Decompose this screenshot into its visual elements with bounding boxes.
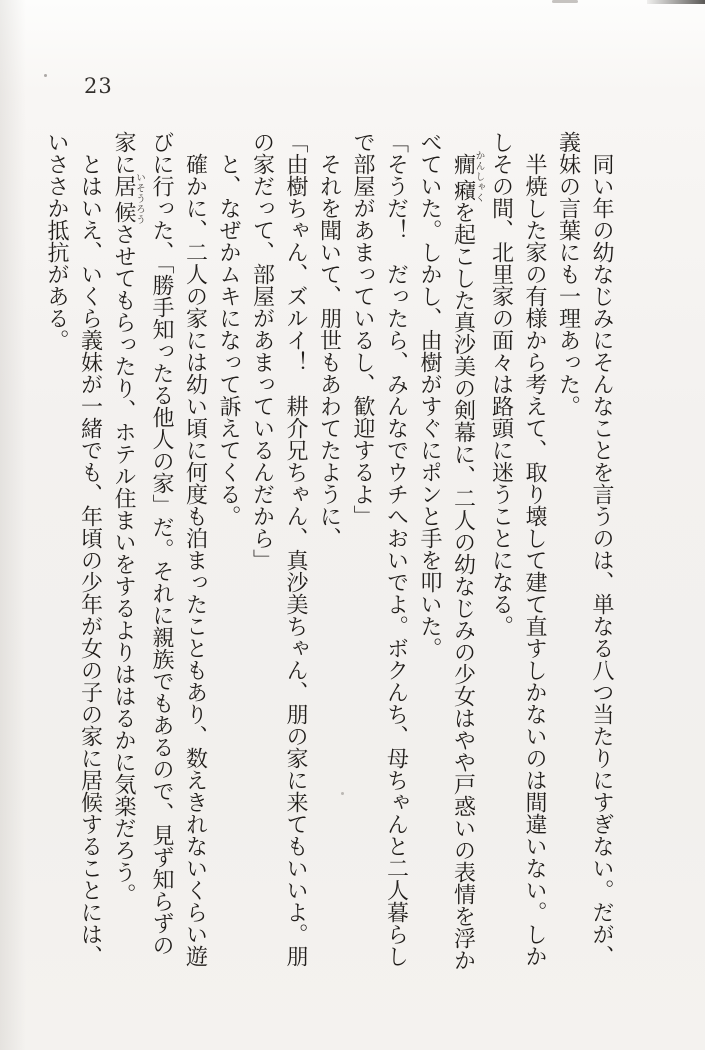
text-line: 同い年の幼なじみにそんなことを言うのは、単なる八つ当たりにすぎない。だが、 (589, 131, 614, 967)
text-line: べていた。しかし、由樹がすぐにポンと手を叩いた。 (417, 131, 442, 659)
scan-speck (341, 792, 344, 795)
text-line: びに行った、「勝手知ったる他人の家」だ。それに親族でもあるので、見ず知らずの (149, 131, 174, 956)
text-line: の家だって、部屋があまっているんだから」 (249, 131, 275, 571)
text-line: いささか抵抗がある。 (44, 131, 69, 351)
ruby-annotation (111, 172, 145, 226)
line-segment: させてもらったり、ホテル住まいをするよりははるかに気楽だろう。 (111, 223, 136, 906)
text-line: 半焼した家の有様から考えて、取り壊して建て直すしかないのは間違いない。しか (522, 131, 547, 967)
text-line: と、なぜかムキになって訴えてくる。 (216, 131, 241, 527)
text-line: で部屋があまっているし、歓迎するよ」 (350, 131, 375, 527)
text-line: 義妹の言葉にも一理あった。 (555, 131, 581, 417)
line-segment: を起こした真沙美の剣幕に、二人の幼なじみの少女はやや戸惑いの表情を浮か (450, 201, 476, 972)
text-line (446, 131, 485, 972)
scan-artifact (552, 0, 578, 3)
scan-speck (44, 74, 47, 77)
ruby-base: 癇癪 (450, 150, 476, 204)
ruby-annotation (450, 150, 485, 204)
text-line: 「由樹ちゃん、ズルイ！ 耕介兄ちゃん、真沙美ちゃん、朋の家に来てもいいよ。朋 (283, 131, 308, 967)
text-line (107, 131, 145, 969)
scan-artifact (647, 0, 705, 4)
page-number: 23 (84, 74, 113, 98)
ruby-text: いそうろう (134, 172, 145, 226)
line-segment (451, 131, 476, 153)
text-line: しその間、北里家の面々は路頭に迷うことになる。 (488, 131, 514, 637)
text-line: それを聞いて、朋世もあわてたように、 (316, 131, 342, 549)
text-line: 「そうだ！ だったら、みんなでウチへおいでよ。ボクんち、母ちゃんと二人暮らし (383, 131, 409, 967)
text-line: 確かに、二人の家には幼い頃に何度も泊まったこともあり、数えきれないくらい遊 (182, 131, 208, 967)
ruby-base: 居候 (111, 172, 136, 226)
text-block (40, 131, 619, 972)
text-line: とはいえ、いくら義妹が一緒でも、年頃の少年が女の子の家に居候することには、 (77, 131, 103, 967)
ruby-text: かんしゃく (473, 150, 485, 204)
line-segment: 家に (111, 131, 136, 175)
